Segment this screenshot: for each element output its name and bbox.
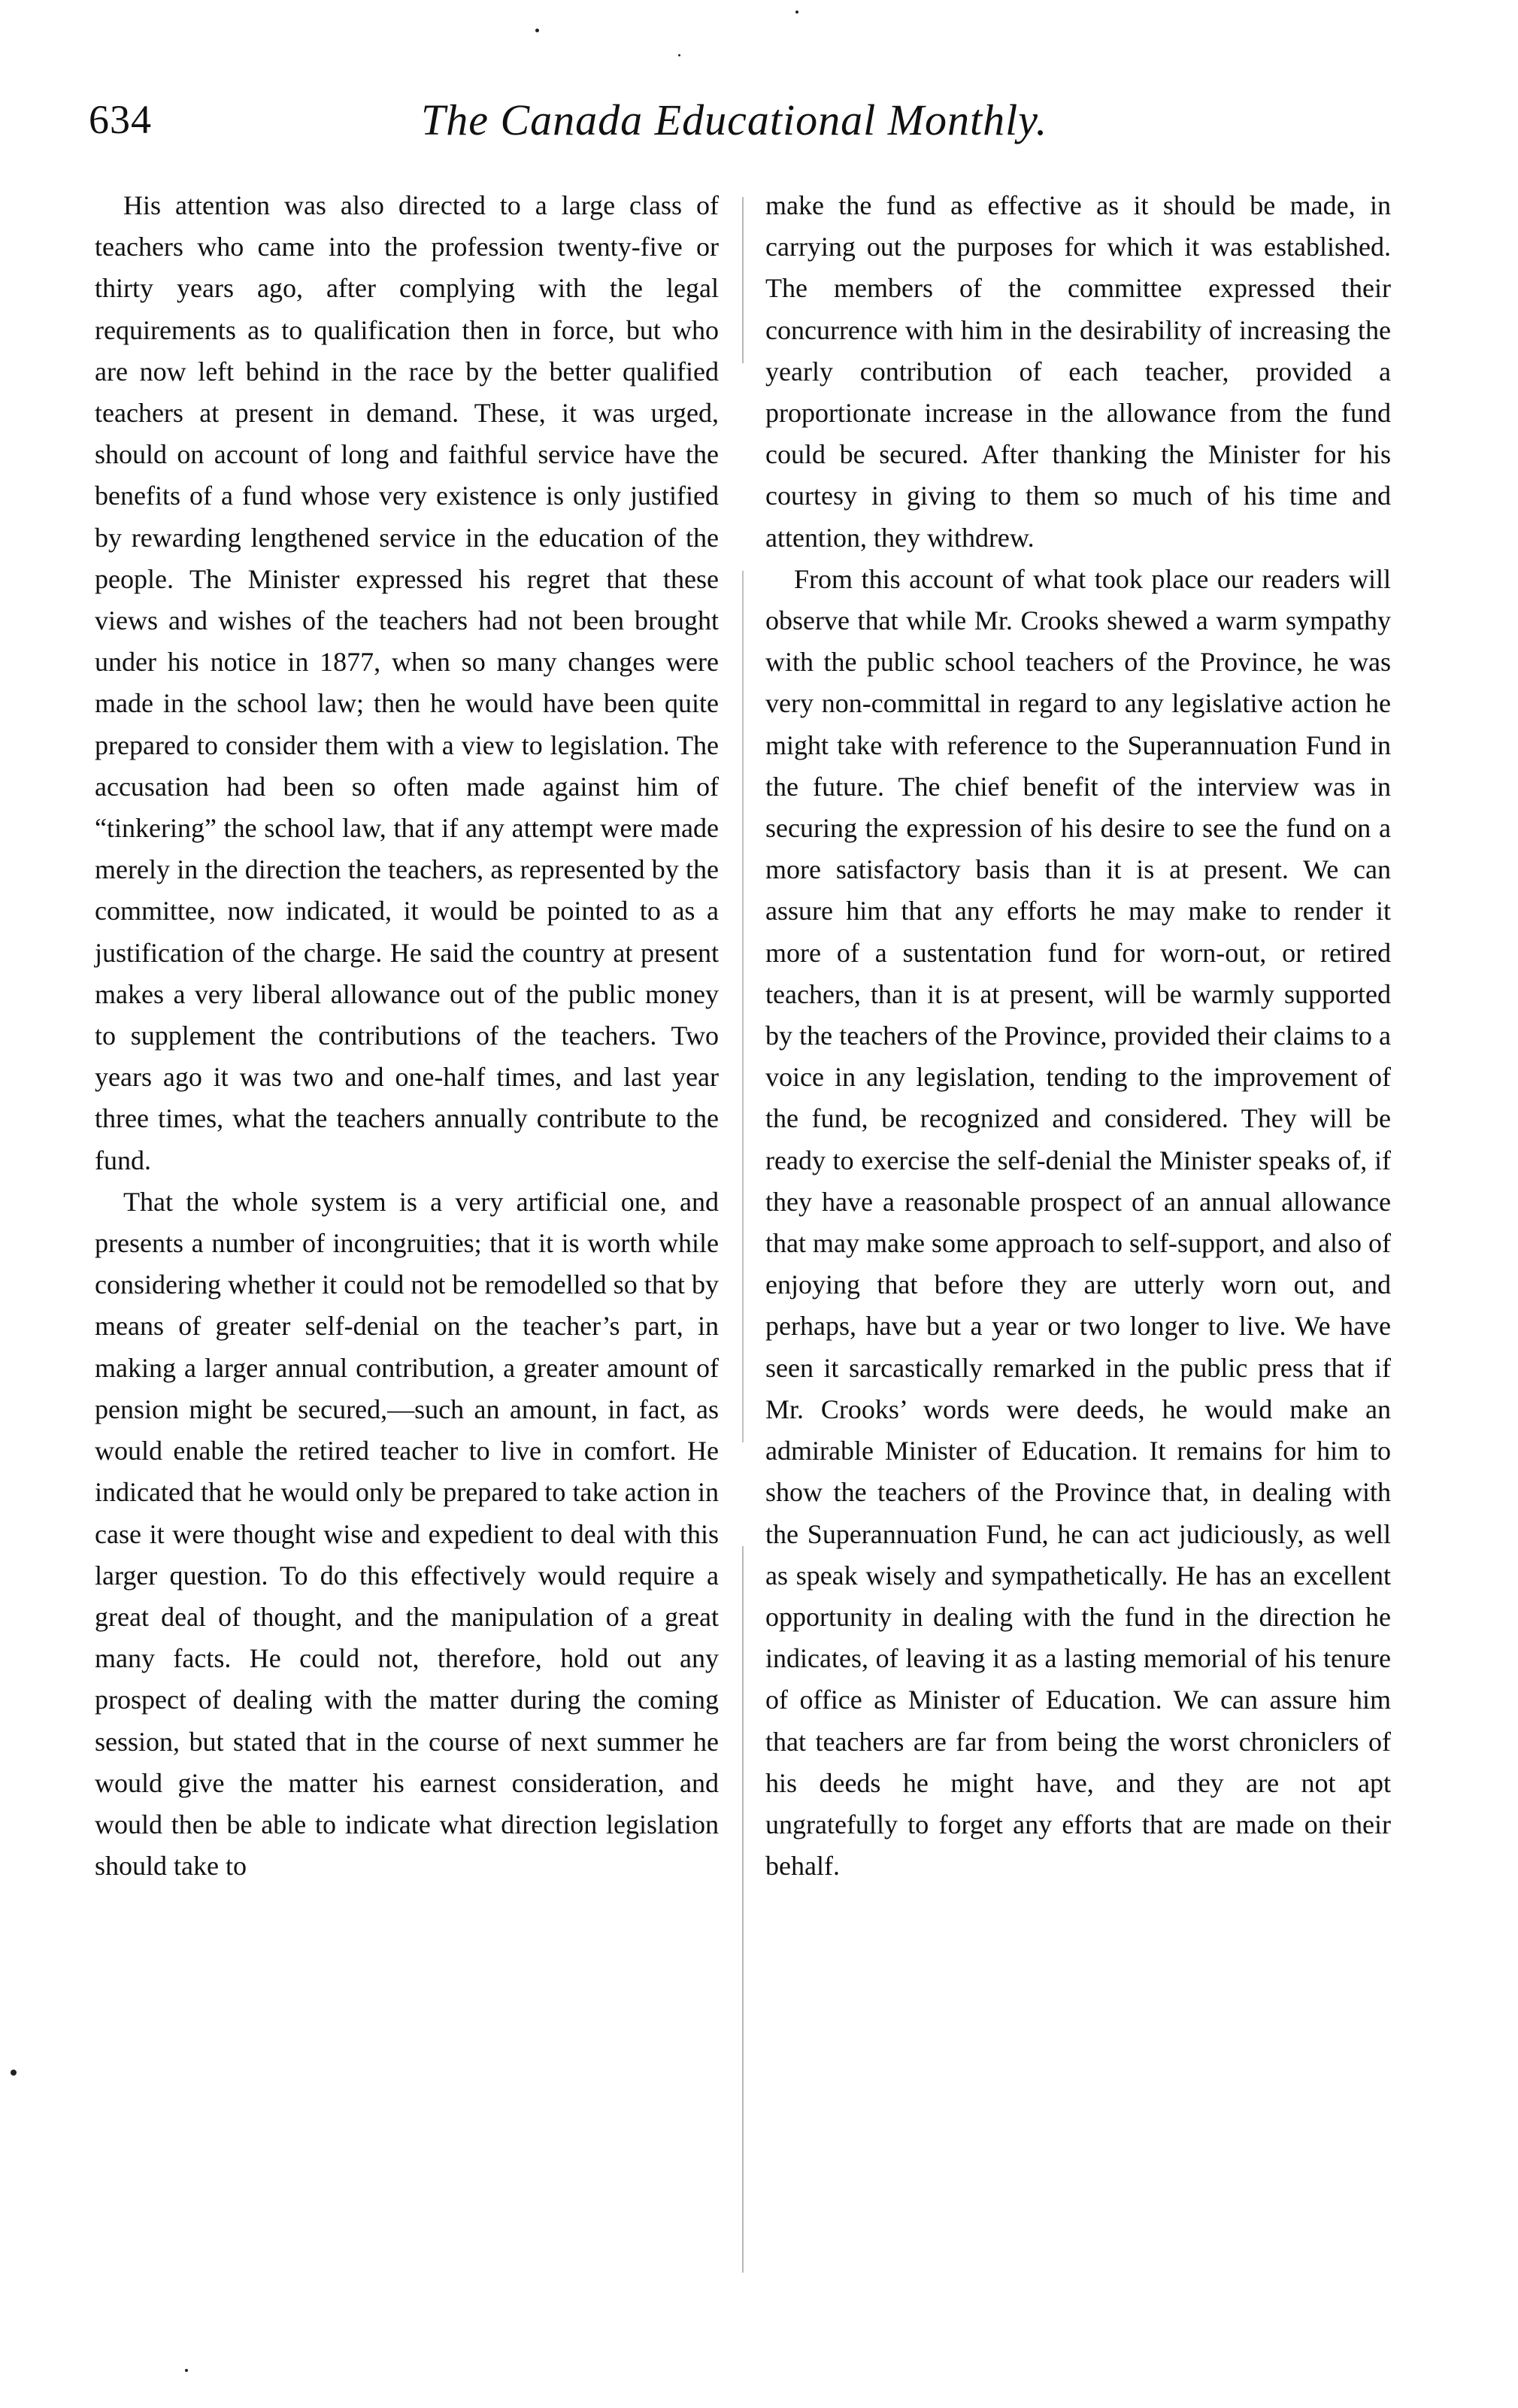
left-paragraph-1: His attention was also directed to a large class of teachers who came into the profession twenty-five or thirty years ago, after complying with the legal requirements as to qualification then in force, but who are now left behind in the race by the better qualified teachers at present in demand. These, it was urged, should on account of long and faithful service have the benefits of a fund whose very existence is only justified by rewarding lengthened service in the education of the people. The Minister expressed his regret that these views and wishes of the teachers had not been brought under his notice in 1877, when so many changes were made in the school law; then he would have been quite prepared to consider them with a view to legislation. The accusation had been so often made against him of “tinkering” the school law, that if any attempt were made merely in the direction the teachers, as represented by the committee, now indicated, it would be pointed to as a justification of the charge. He said the country at present makes a very liberal allowance out of the public money to supplement the contributions of the teachers. Two years ago it was two and one-half times, and last year three times, what the teachers annually contribute to the fund. xyxy=(95,190,719,1175)
left-column xyxy=(95,185,719,1887)
print-speck xyxy=(795,11,798,14)
right-paragraph-1: make the fund as effective as it should be made, in carrying out the purposes for which it was established. The members of the committee expressed their concurrence with him in the desirability of increasing the yearly contribution of each teacher, provided a proportionate increase in the allowance from the fund could be secured. After thanking the Minister for his courtesy in giving to them so much of his time and attention, they withdrew. xyxy=(765,190,1391,553)
print-speck xyxy=(678,54,680,56)
print-speck xyxy=(11,2070,17,2076)
running-title: The Canada Educational Monthly. xyxy=(421,96,1048,144)
right-column xyxy=(765,185,1391,1887)
column-divider xyxy=(742,197,744,2273)
left-paragraph-2: That the whole system is a very artificial one, and presents a number of incongruities; that it is worth while considering whether it could not be remodelled so that by means of greater self-denial on the teacher’s part, in making a larger annual contribution, a greater amount of pension might be secured,—such an amount, in fact, as would enable the retired teacher to live in comfort. He indicated that he would only be prepared to take action in case it were thought wise and expedient to deal with this larger question. To do this effectively would require a great deal of thought, and the manipulation of a great many facts. He could not, therefore, hold out any prospect of dealing with the matter during the coming session, but stated that in the course of next summer he would give the matter his earnest consideration, and would then be able to indicate what direction legislation should take to xyxy=(95,1186,719,1882)
page-number: 634 xyxy=(89,97,152,142)
right-paragraph-2: From this account of what took place our readers will observe that while Mr. Crooks shewed a warm sympathy with the public school teachers of the Province, he was very non-committal in regard to any legislative action he might take with reference to the Superannuation Fund in the future. The chief benefit of the interview was in securing the expression of his desire to see the fund on a more satisfactory basis than it is at present. We can assure him that any efforts he may make to render it more of a sustentation fund for worn-out, or retired teachers, than it is at present, will be warmly supported by the teachers of the Province, provided their claims to a voice in any legislation, tending to the improvement of the fund, be recognized and considered. They will be ready to exercise the self-denial the Minister speaks of, if they have a reasonable prospect of an annual allowance that may make some approach to self-support, and also of enjoying that before they are utterly worn out, and perhaps, have but a year or two longer to live. We have seen it sarcastically remarked in the public press that if Mr. Crooks’ words were deeds, he would make an admirable Minister of Education. It remains for him to show the teachers of the Province that, in dealing with the Superannuation Fund, he can act judiciously, as well as speak wisely and sympathetically. He has an excellent opportunity in dealing with the fund in the direction he indicates, of leaving it as a lasting memorial of his tenure of office as Minister of Education. We can assure him that teachers are far from being the worst chroniclers of his deeds he might have, and they are not apt ungratefully to forget any efforts that are made on their behalf. xyxy=(765,563,1391,1882)
print-speck xyxy=(535,29,539,32)
print-speck xyxy=(185,2369,188,2372)
